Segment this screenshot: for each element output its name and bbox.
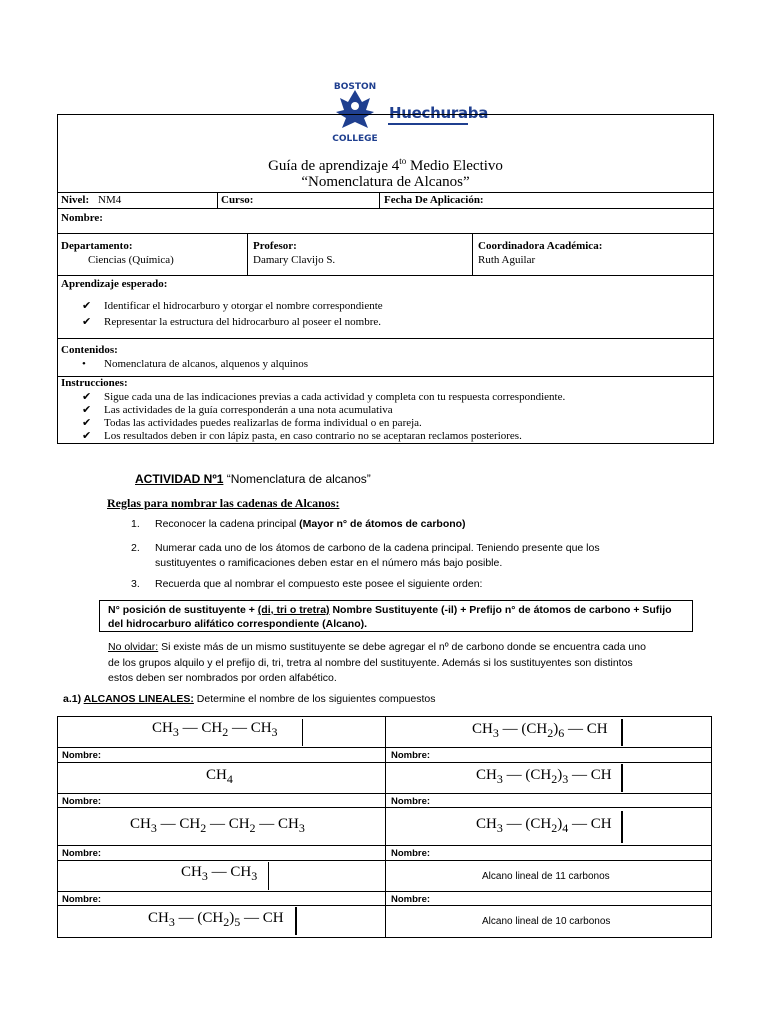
nivel-label: Nivel: bbox=[61, 194, 90, 206]
nombre-label: Nombre: bbox=[391, 750, 431, 761]
nombre-label: Nombre: bbox=[62, 750, 102, 761]
alkane-10-description: Alcano lineal de 10 carbonos bbox=[482, 916, 611, 927]
rule-step-2: 2. Numerar cada uno de los átomos de carbono de la cadena principal. Teniendo presente que los sustituyentes o ramificaciones deben estar en el número más bajo posible. bbox=[131, 542, 600, 569]
curso-label: Curso: bbox=[221, 194, 254, 206]
bullet-icon: • bbox=[82, 358, 86, 370]
logo-top-text: BOSTON bbox=[333, 82, 377, 92]
nombre-label: Nombre: bbox=[391, 894, 431, 905]
coordinadora-label: Coordinadora Académica: bbox=[478, 240, 603, 252]
check-icon: ✔ bbox=[82, 404, 92, 416]
formula-heptane: $CH_3$ — $(CH_2)_5$ — CH bbox=[148, 910, 284, 929]
nombre-label: Nombre: bbox=[62, 894, 102, 905]
guide-subtitle: “Nomenclatura de Alcanos” bbox=[301, 174, 470, 190]
formula-octane: $CH_3$ — $(CH_2)_6$ — CH bbox=[472, 721, 608, 740]
instruccion-item: ✔ Todas las actividades puedes realizarlas de forma individual o en pareja. bbox=[82, 417, 422, 429]
nombre-label: Nombre: bbox=[62, 796, 102, 807]
instruccion-item: ✔ Sigue cada una de las indicaciones previas a cada actividad y completa con tu respuesta correspondiente. bbox=[82, 391, 566, 403]
contenidos-item: • Nomenclatura de alcanos, alquenos y alquinos bbox=[82, 358, 309, 370]
departamento-value: Ciencias (Química) bbox=[88, 254, 174, 266]
formula-butane: $CH_3$ — $CH_2$ — $CH_2$ — $CH_3$ bbox=[130, 816, 305, 835]
instruccion-item: ✔ Las actividades de la guía corresponderán a una nota acumulativa bbox=[82, 404, 393, 416]
naming-order-box: N° posición de sustituyente + (di, tri o tretra) Nombre Sustituyente (-il) + Prefijo n° de átomos de carbono + Sufijo del hidrocarburo alifático correspondiente (Alcano). bbox=[99, 600, 693, 632]
formula-propane: $CH_3$ — $CH_2$ — $CH_3$ bbox=[152, 720, 278, 739]
aprendizaje-label: Aprendizaje esperado: bbox=[61, 278, 168, 290]
nombre-label: Nombre: bbox=[391, 796, 431, 807]
contenidos-label: Contenidos: bbox=[61, 344, 118, 356]
coordinadora-value: Ruth Aguilar bbox=[478, 254, 536, 266]
nombre-label: Nombre: bbox=[391, 848, 431, 859]
aprendizaje-item: ✔ Representar la estructura del hidrocarburo al poseer el nombre. bbox=[82, 316, 382, 328]
profesor-value: Damary Clavijo S. bbox=[253, 254, 336, 266]
formula-hexane: $CH_3$ — $(CH_2)_4$ — CH bbox=[476, 816, 612, 835]
check-icon: ✔ bbox=[82, 430, 92, 442]
formula-methane: $CH_4$ bbox=[206, 767, 233, 786]
nombre-label: Nombre: bbox=[62, 848, 102, 859]
fecha-label: Fecha De Aplicación: bbox=[384, 194, 484, 206]
rule-step-3: 3. Recuerda que al nombrar el compuesto este posee el siguiente orden: bbox=[131, 578, 483, 590]
guide-info-table bbox=[57, 114, 714, 444]
formula-pentane: $CH_3$ — $(CH_2)_3$ — CH bbox=[476, 767, 612, 786]
brand-name: Huechuraba bbox=[389, 104, 489, 122]
note-paragraph: No olvidar: Si existe más de un mismo sustituyente se debe agregar el nº de carbono donde se encuentra cada uno de los grupos alquilo y el prefijo di, tri, tretra al nombre del sustituyente. Además si los sustituyentes son distintos estos deben ser nombrados por orden alfabético. bbox=[108, 641, 646, 684]
guide-title: Guía de aprendizaje $4^{to}$ Medio Electivo bbox=[268, 156, 503, 174]
rule-step-1: 1. Reconocer la cadena principal (Mayor n° de átomos de carbono) bbox=[131, 518, 466, 530]
check-icon: ✔ bbox=[82, 391, 92, 403]
check-icon: ✔ bbox=[82, 417, 92, 429]
formula-ethane: $CH_3$ — $CH_3$ bbox=[181, 864, 258, 883]
nombre-label: Nombre: bbox=[61, 212, 103, 224]
compounds-grid bbox=[57, 716, 712, 938]
check-icon: ✔ bbox=[82, 316, 92, 328]
instrucciones-label: Instrucciones: bbox=[61, 377, 128, 389]
instruccion-item: ✔ Los resultados deben ir con lápiz pasta, en caso contrario no se aceptaran reclamos posteriores. bbox=[82, 430, 522, 442]
nivel-value: NM4 bbox=[98, 194, 122, 206]
departamento-label: Departamento: bbox=[61, 240, 133, 252]
aprendizaje-item: ✔ Identificar el hidrocarburo y otorgar el nombre correspondiente bbox=[82, 300, 383, 312]
rules-title: Reglas para nombrar las cadenas de Alcanos: bbox=[107, 496, 340, 510]
check-icon: ✔ bbox=[82, 300, 92, 312]
section-a1-heading: a.1) ALCANOS LINEALES: Determine el nombre de los siguientes compuestos bbox=[63, 693, 436, 705]
logo-bottom-text: COLLEGE bbox=[332, 134, 378, 144]
alkane-11-description: Alcano lineal de 11 carbonos bbox=[482, 871, 610, 882]
activity-heading: ACTIVIDAD Nº1 “Nomenclatura de alcanos” bbox=[135, 472, 371, 486]
divider bbox=[58, 192, 713, 193]
profesor-label: Profesor: bbox=[253, 240, 297, 252]
